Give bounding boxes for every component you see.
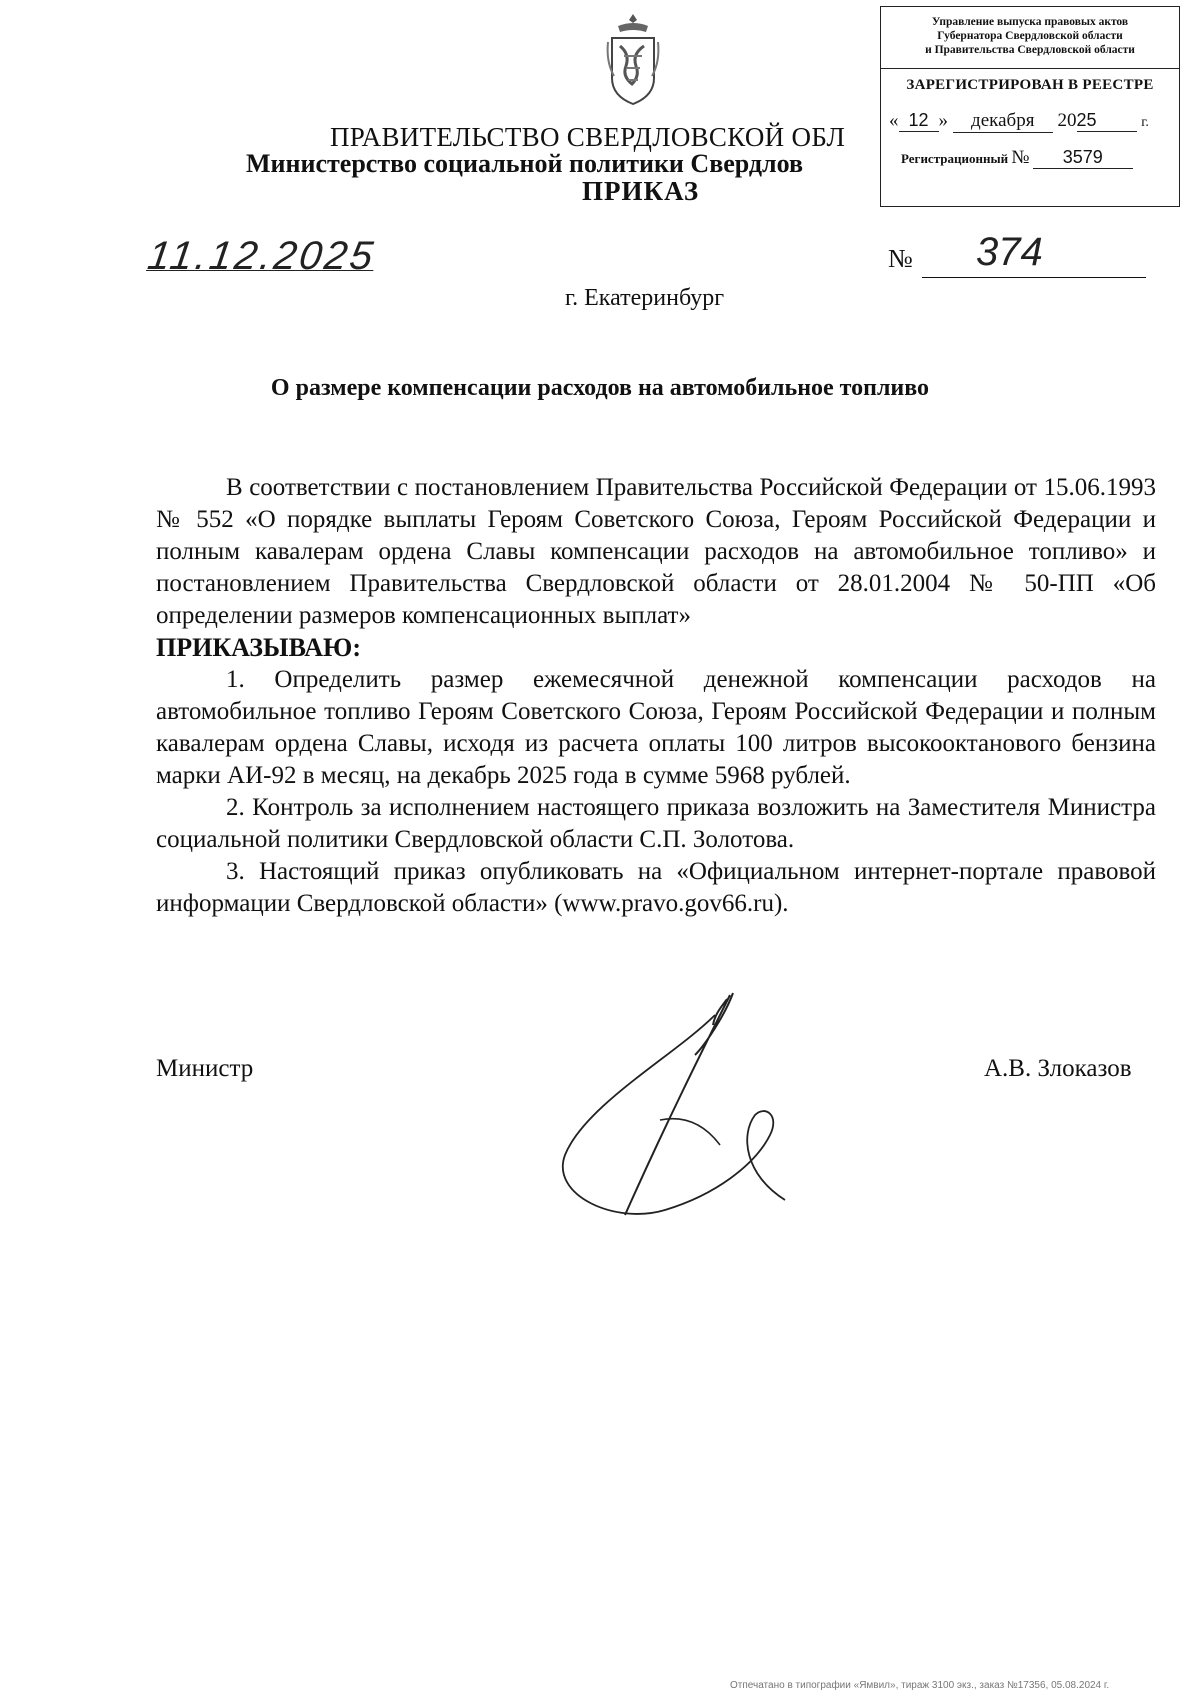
- stamp-date: [881, 110, 1179, 133]
- signatory-name: А.В. Злоказов: [984, 1055, 1132, 1082]
- stamp-line-3: и Правительства Свердловской области: [925, 44, 1135, 56]
- stamp-line-2: Губернатора Свердловской области: [937, 30, 1123, 42]
- stamp-year-abbr: г.: [1141, 115, 1149, 130]
- order-number-label: №: [888, 244, 913, 273]
- order-word: ПРИКАЗЫВАЮ:: [156, 633, 361, 662]
- stamp-close-quote: »: [938, 110, 948, 131]
- government-heading: ПРАВИТЕЛЬСТВО СВЕРДЛОВСКОЙ ОБЛ: [330, 122, 846, 152]
- coat-of-arms-emblem: [606, 12, 660, 107]
- order-item-3: 3. Настоящий приказ опубликовать на «Официальном интернет-портале правовой информации Свердловской области» (www.pravo.gov66.ru).: [156, 858, 1156, 917]
- print-footer: Отпечатано в типографии «Ямвил», тираж 3100 экз., заказ №17356, 05.08.2024 г.: [730, 1680, 1110, 1691]
- stamp-authority: [881, 7, 1179, 69]
- stamp-reg-label: Регистрационный: [901, 151, 1009, 166]
- stamp-day: 12: [899, 110, 939, 132]
- signatory-role: Министр: [156, 1055, 254, 1082]
- order-date: 11.12.2025: [144, 234, 379, 278]
- stamp-year-suffix: 25: [1077, 110, 1137, 132]
- order-item-1: 1. Определить размер ежемесячной денежной компенсации расходов на автомобильное топливо Героям Советского Союза, Героям Российской Федерации и полным кавалерам ордена Славы, исходя из расчета оплаты 100 литров высокооктанового бензина марки АИ-92 в месяц, на декабрь 2025 года в сумме 5968 рублей.: [156, 666, 1156, 789]
- document-body: [156, 472, 1156, 920]
- order-city: г. Екатеринбург: [565, 285, 725, 311]
- registration-stamp: [880, 6, 1180, 207]
- preamble-paragraph: В соответствии с постановлением Правительства Российской Федерации от 15.06.1993 № 552 «О порядке выплаты Героям Советского Союза, Героям Российской Федерации и полным кавалерам ордена Славы компенсации расходов на автомобильное топливо» и постановлением Правительства Свердловской области от 28.01.2004 № 50-ПП «Об определении размеров компенсационных выплат»: [156, 474, 1156, 629]
- document-type: ПРИКАЗ: [582, 176, 700, 206]
- handwritten-signature: [555, 985, 795, 1235]
- stamp-open-quote: «: [889, 110, 899, 131]
- stamp-reg-symbol: №: [1011, 147, 1030, 168]
- stamp-registered-label: ЗАРЕГИСТРИРОВАН В РЕЕСТРЕ: [906, 77, 1154, 93]
- order-item-2: 2. Контроль за исполнением настоящего приказа возложить на Заместителя Министра социальной политики Свердловской области С.П. Золотова.: [156, 794, 1156, 853]
- stamp-reg-number: [881, 147, 1179, 169]
- stamp-reg-value: 3579: [1033, 147, 1133, 169]
- stamp-line-1: Управление выпуска правовых актов: [931, 16, 1129, 28]
- order-number: 374: [922, 230, 1146, 278]
- stamp-year-prefix: 20: [1057, 110, 1077, 131]
- ministry-heading: Министерство социальной политики Свердлов: [246, 149, 804, 178]
- document-title: О размере компенсации расходов на автомобильное топливо: [270, 375, 930, 401]
- stamp-month: декабря: [953, 110, 1053, 133]
